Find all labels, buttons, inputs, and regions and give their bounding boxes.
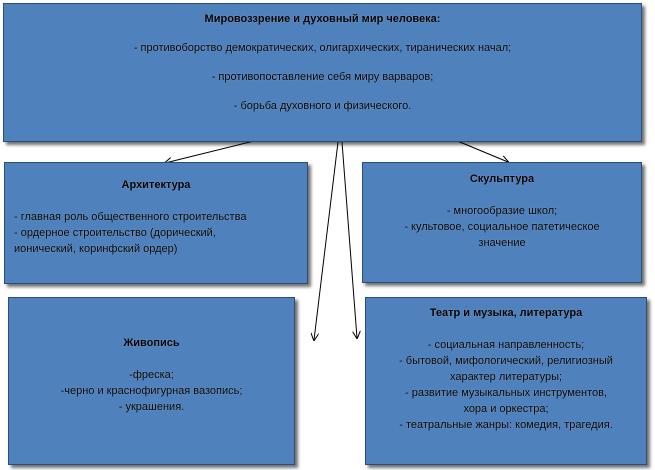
painting-item: -черно и краснофигурная вазопись; bbox=[60, 384, 243, 397]
painting-box bbox=[8, 297, 295, 465]
worldview-box bbox=[3, 3, 642, 142]
worldview-item: - борьба духовного и физического. bbox=[233, 99, 412, 112]
worldview-item: - противопоставление себя миру варваров; bbox=[211, 70, 434, 83]
theatre-item: - театральные жанры: комедия, трагедия. bbox=[399, 418, 613, 431]
architecture-item: - главная роль общественного строительства bbox=[14, 210, 247, 223]
theatre-item: - развитие музыкальных инструментов, bbox=[404, 386, 608, 399]
architecture-item: ионический, коринфский ордер) bbox=[14, 242, 178, 255]
painting-item: - украшения. bbox=[118, 400, 185, 413]
sculpture-title: Скульптура bbox=[469, 173, 535, 185]
theatre-item: хора и оркестра; bbox=[463, 402, 549, 415]
theatre-title: Театр и музыка, литература bbox=[429, 307, 583, 319]
sculpture-item: - культовое, социальное патетическое bbox=[404, 220, 600, 233]
theatre-box bbox=[365, 297, 647, 465]
sculpture-item: значение bbox=[478, 236, 526, 249]
architecture-box bbox=[4, 162, 308, 284]
arrow-to-theatre bbox=[342, 142, 357, 338]
theatre-item: - социальная направленность; bbox=[427, 338, 585, 351]
theatre-item: характер литературы; bbox=[449, 370, 563, 383]
arrow-to-painting bbox=[314, 142, 338, 340]
theatre-item: - бытовой, мифологический, религиозный bbox=[399, 354, 613, 367]
architecture-title: Архитектура bbox=[121, 179, 191, 191]
arrow-to-architecture bbox=[165, 140, 258, 163]
painting-title: Живопись bbox=[123, 337, 180, 349]
worldview-title: Мировоззрение и духовный мир человека: bbox=[204, 13, 441, 25]
architecture-item: - ордерное строительство (дорический, bbox=[14, 226, 216, 239]
painting-item: -фреска; bbox=[129, 368, 174, 381]
sculpture-item: - многообразие школ; bbox=[446, 204, 558, 217]
worldview-item: - противоборство демократических, олигархических, тиранических начал; bbox=[133, 41, 512, 54]
arrow-to-sculpture bbox=[455, 140, 508, 162]
sculpture-box bbox=[362, 162, 642, 283]
